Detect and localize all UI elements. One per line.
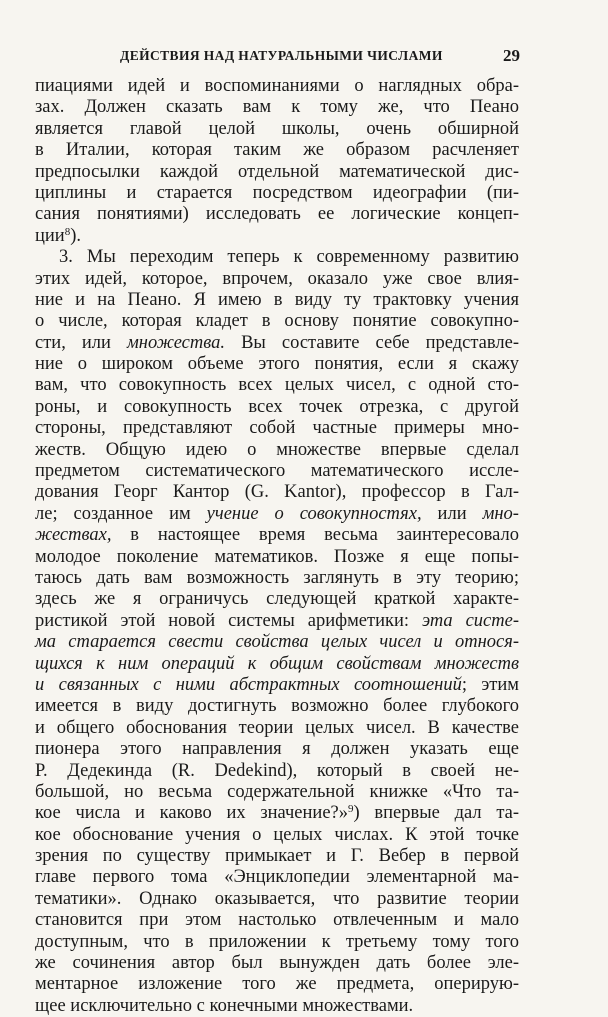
text-segment: предметом систематического математического иссле- [35, 461, 519, 482]
text-line [35, 589, 519, 610]
text-line [35, 867, 519, 888]
text-line [35, 375, 519, 396]
text-line [35, 889, 519, 910]
text-segment: ние о широком объеме этого понятия, если я скажу [35, 354, 519, 375]
text-line [35, 140, 519, 161]
text-line [35, 119, 519, 140]
text-segment: сания понятиями) исследовать ее логические концеп- [35, 204, 519, 225]
text-line [35, 718, 519, 739]
text-line [35, 654, 519, 675]
text-line [35, 825, 519, 846]
text-segment: имеется в виду достигнуть возможно более глубокого [35, 696, 519, 717]
italic-text: и связанных с ними абстрактных соотношений [35, 674, 462, 695]
text-segment: является главой целой школы, очень обширной [35, 118, 519, 139]
text-line [35, 782, 519, 803]
text-line [35, 846, 519, 867]
text-line [35, 269, 519, 290]
body-text [35, 76, 519, 1017]
text-segment: таюсь дать вам возможность заглянуть в эту теорию; [35, 567, 519, 588]
text-line [35, 932, 519, 953]
italic-text: жествах, [35, 525, 112, 546]
text-segment: ние и на Пеано. Я имею в виду ту трактовку учения [35, 289, 519, 310]
text-line [35, 333, 519, 354]
text-segment: о числе, которая кладет в основу понятие совокупно- [35, 311, 519, 332]
text-segment: главе первого тома «Энциклопедии элементарной ма- [35, 867, 519, 888]
text-segment: предпосылки каждой отдельной математической дис- [35, 161, 519, 182]
text-line [35, 482, 519, 503]
text-line [35, 974, 519, 995]
page-number: 29 [503, 46, 520, 65]
text-line [35, 354, 519, 375]
text-line [35, 739, 519, 760]
text-line [35, 183, 519, 204]
italic-text: эта систе- [421, 610, 519, 631]
text-segment: дования Георг Кантор (G. Kantor), профессор в Гал- [35, 482, 519, 503]
text-segment: здесь же я ограничусь следующей краткой характе- [35, 589, 519, 610]
italic-text: множества. [126, 332, 226, 353]
text-line [35, 696, 519, 717]
italic-text: учение о совокупностях, [206, 503, 422, 524]
text-line [35, 611, 519, 632]
text-line [35, 397, 519, 418]
text-segment: вам, что совокупность всех целых чисел, с одной сто- [35, 375, 519, 396]
text-segment: Вы составите себе представле- [225, 332, 519, 353]
text-line [35, 525, 519, 546]
text-segment: ле; созданное им [35, 503, 207, 524]
text-segment: циплины и старается посредством идеографии (пи- [35, 182, 519, 203]
text-line [35, 290, 519, 311]
text-segment: пионера этого направления я должен указать еще [35, 739, 519, 760]
text-line [35, 675, 519, 696]
text-segment: и общего обоснования теории целых чисел. В качестве [35, 717, 519, 738]
text-segment: кое обоснование учения о целых числах. К этой точке [35, 824, 519, 845]
text-segment: же сочинения автор был вынужден дать более элe- [35, 953, 519, 974]
text-segment: 3. Мы переходим теперь к современному развитию [59, 247, 519, 268]
text-line [35, 440, 519, 461]
text-line [35, 311, 519, 332]
text-line [35, 247, 519, 268]
text-line [35, 162, 519, 183]
text-segment: зрения по существу примыкает и Г. Вебер в первой [35, 846, 519, 867]
text-line [35, 226, 519, 247]
text-line [35, 910, 519, 931]
text-line [35, 76, 519, 97]
text-segment: тематики». Однако оказывается, что развитие теории [35, 888, 519, 909]
text-line [35, 418, 519, 439]
text-segment: кое числа и каково их значение?» [35, 803, 348, 824]
text-line [35, 996, 519, 1017]
italic-text: щихся к ним операций к общим свойствам множеств [35, 653, 519, 674]
text-line [35, 761, 519, 782]
text-line [35, 568, 519, 589]
text-segment: большой, но весьма содержательной книжке «Что та- [35, 781, 519, 802]
text-segment: сти, или [35, 332, 127, 353]
text-line [35, 97, 519, 118]
text-segment: пиациями идей и воспоминаниями о наглядных обра- [35, 76, 519, 96]
text-segment: жеств. Общую идею о множестве впервые сделал [35, 439, 519, 460]
italic-text: мно- [482, 503, 519, 524]
text-segment: в настоящее время весьма заинтересовало [111, 525, 519, 546]
text-segment: зах. Должен сказать вам к тому же, что Пеано [35, 97, 519, 118]
text-segment: доступным, что в приложении к третьему тому того [35, 931, 519, 952]
text-segment: ; этим [461, 674, 519, 695]
running-title: ДЕЙСТВИЯ НАД НАТУРАЛЬНЫМИ ЧИСЛАМИ [120, 48, 443, 63]
text-line [35, 632, 519, 653]
text-segment: Р. Дедекинда (R. Dedekind), который в своей не- [35, 760, 519, 781]
footnote-ref: 8 [64, 225, 71, 238]
text-line [35, 803, 519, 824]
text-segment: становится при этом настолько отвлеченным и мало [35, 910, 519, 931]
text-segment: стороны, представляют собой частные примеры мно- [35, 418, 519, 439]
text-segment: щее исключительно с конечными множествами. [35, 995, 414, 1016]
text-line [35, 461, 519, 482]
text-segment: в Италии, которая таким же образом расчленяет [35, 140, 519, 161]
text-segment: ментарное изложение того же предмета, оперирую- [35, 974, 519, 995]
text-segment: ристикой этой новой системы арифметики: [35, 610, 422, 631]
text-segment: этих идей, которое, впрочем, оказало уже свое влия- [35, 268, 519, 289]
page-header [0, 44, 608, 74]
text-segment: ). [70, 225, 81, 246]
text-segment: ции [35, 225, 65, 246]
footnote-ref: 9 [348, 803, 354, 816]
text-line [35, 504, 519, 525]
text-segment: роны, и совокупность всех точек отрезка, с другой [35, 396, 519, 417]
text-line [35, 547, 519, 568]
italic-text: ма старается свести свойства целых чисел и относя- [35, 632, 519, 653]
text-segment: или [421, 503, 483, 524]
text-line [35, 953, 519, 974]
text-segment: молодое поколение математиков. Позже я еще попы- [35, 546, 519, 567]
text-segment: ) впервые дал та- [353, 803, 519, 824]
text-line [35, 204, 519, 225]
